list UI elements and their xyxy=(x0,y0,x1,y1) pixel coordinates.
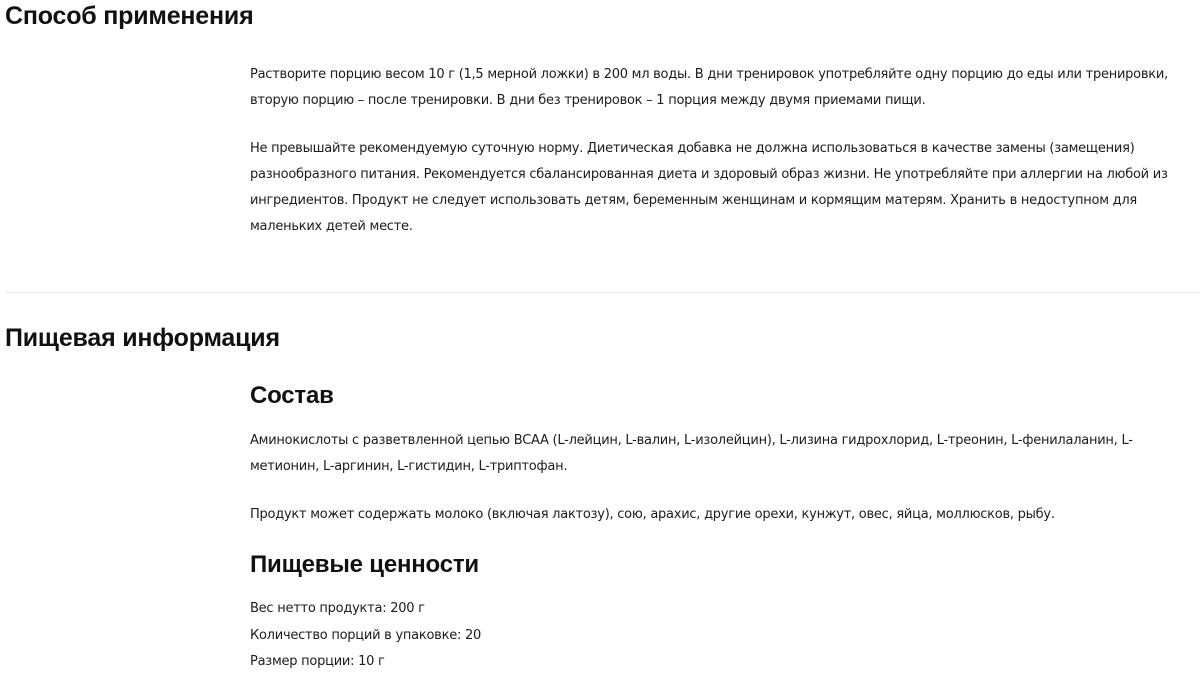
nutrition-section-title: Пищевая информация xyxy=(5,324,280,352)
composition-title: Состав xyxy=(250,382,334,409)
nutrition-values-title: Пищевые ценности xyxy=(250,551,479,578)
composition-ingredients: Аминокислоты с разветвленной цепью BCAA (L-лейцин, L-валин, L-изолейцин), L-лизина гидрохлорид, L-треонин, L-фенилаланин, L-метионин, L-аргинин, L-гистидин, L-триптофан. xyxy=(250,433,1133,474)
composition-content xyxy=(250,381,1190,528)
section-divider xyxy=(5,292,1200,293)
nutrition-values-content xyxy=(250,550,1190,676)
usage-paragraph-warnings: Не превышайте рекомендуемую суточную норму. Диетическая добавка не должна использоваться в качестве замены (замещения) разнообразного питания. Рекомендуется сбалансированная диета и здоровый образ жизни. Не употребляйте при аллергии на любой из ингредиентов. Продукт не следует использовать детям, беременным женщинам и кормящим матерям. Хранить в недоступном для маленьких детей месте. xyxy=(250,141,1168,234)
usage-section-title: Способ применения xyxy=(5,2,254,30)
usage-paragraph-dosage: Растворите порцию весом 10 г (1,5 мерной ложки) в 200 мл воды. В дни тренировок употребляйте одну порцию до еды или тренировки, вторую порцию – после тренировки. В дни без тренировок – 1 порция между двумя приемами пищи. xyxy=(250,67,1168,108)
nutrition-value-serving-size: Размер порции: 10 г xyxy=(250,654,385,669)
nutrition-value-net-weight: Вес нетто продукта: 200 г xyxy=(250,601,425,616)
nutrition-value-servings-count: Количество порций в упаковке: 20 xyxy=(250,627,481,643)
nutrition-values-list xyxy=(250,596,1190,676)
usage-content xyxy=(250,62,1190,240)
composition-allergens: Продукт может содержать молоко (включая лактозу), сою, арахис, другие орехи, кунжут, овес, яйца, моллюсков, рыбу. xyxy=(250,507,1055,522)
